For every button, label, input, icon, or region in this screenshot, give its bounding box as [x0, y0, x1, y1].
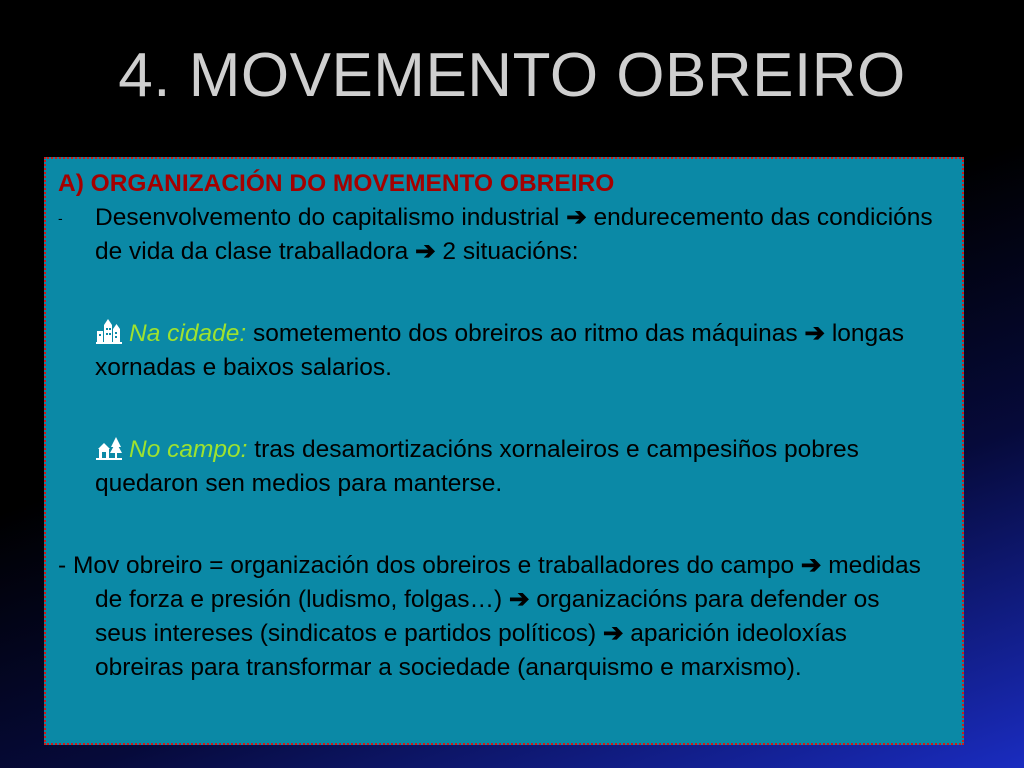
city-icon	[95, 319, 123, 345]
city-text-a: sometemento dos obreiros ao ritmo das máquinas	[246, 320, 805, 347]
countryside-text: tras desamortizacións xornaleiros e campesiños pobres quedaron sen medios para manterse.	[95, 436, 859, 497]
content-box	[44, 157, 964, 745]
arrow-right-icon: ➔	[508, 586, 530, 613]
arrow-right-icon: ➔	[800, 552, 822, 579]
city-paragraph	[58, 317, 938, 385]
arrow-right-icon: ➔	[602, 620, 624, 647]
city-colon: :	[239, 320, 247, 347]
arrow-right-icon: ➔	[804, 320, 826, 347]
city-text-b: longas xornadas e baixos salarios.	[95, 320, 905, 381]
farm-icon	[95, 435, 123, 461]
bullet-text-a: Desenvolvemento do capitalismo industrial	[95, 204, 567, 231]
arrow-right-icon: ➔	[566, 204, 587, 231]
bullet-capitalism	[58, 201, 938, 269]
movement-text-c: organizacións para defender os seus intereses (sindicatos e partidos políticos)	[95, 586, 880, 647]
countryside-label: No campo	[129, 436, 241, 463]
countryside-paragraph	[58, 433, 938, 501]
bullet-text-c: 2 situacións:	[435, 238, 579, 265]
movement-text-b: medidas de forza e presión (ludismo, folgas…)	[95, 552, 921, 613]
section-heading: A) ORGANIZACIÓN DO MOVEMENTO OBREIRO	[58, 170, 615, 197]
movement-text-d: aparición ideoloxías obreiras para transformar a sociedade (anarquismo e marxismo).	[95, 620, 847, 681]
slide-title: 4. MOVEMENTO OBREIRO	[118, 41, 906, 110]
bullet-text-b: endurecemento das condicións de vida da clase traballadora	[95, 204, 933, 265]
movement-paragraph	[58, 549, 938, 685]
city-label: Na cidade	[129, 320, 240, 347]
bullet-marker: -	[58, 210, 63, 226]
movement-text-a: - Mov obreiro = organización dos obreiros e traballadores do campo	[58, 552, 801, 579]
arrow-right-icon: ➔	[415, 238, 436, 265]
countryside-colon: :	[240, 436, 248, 463]
